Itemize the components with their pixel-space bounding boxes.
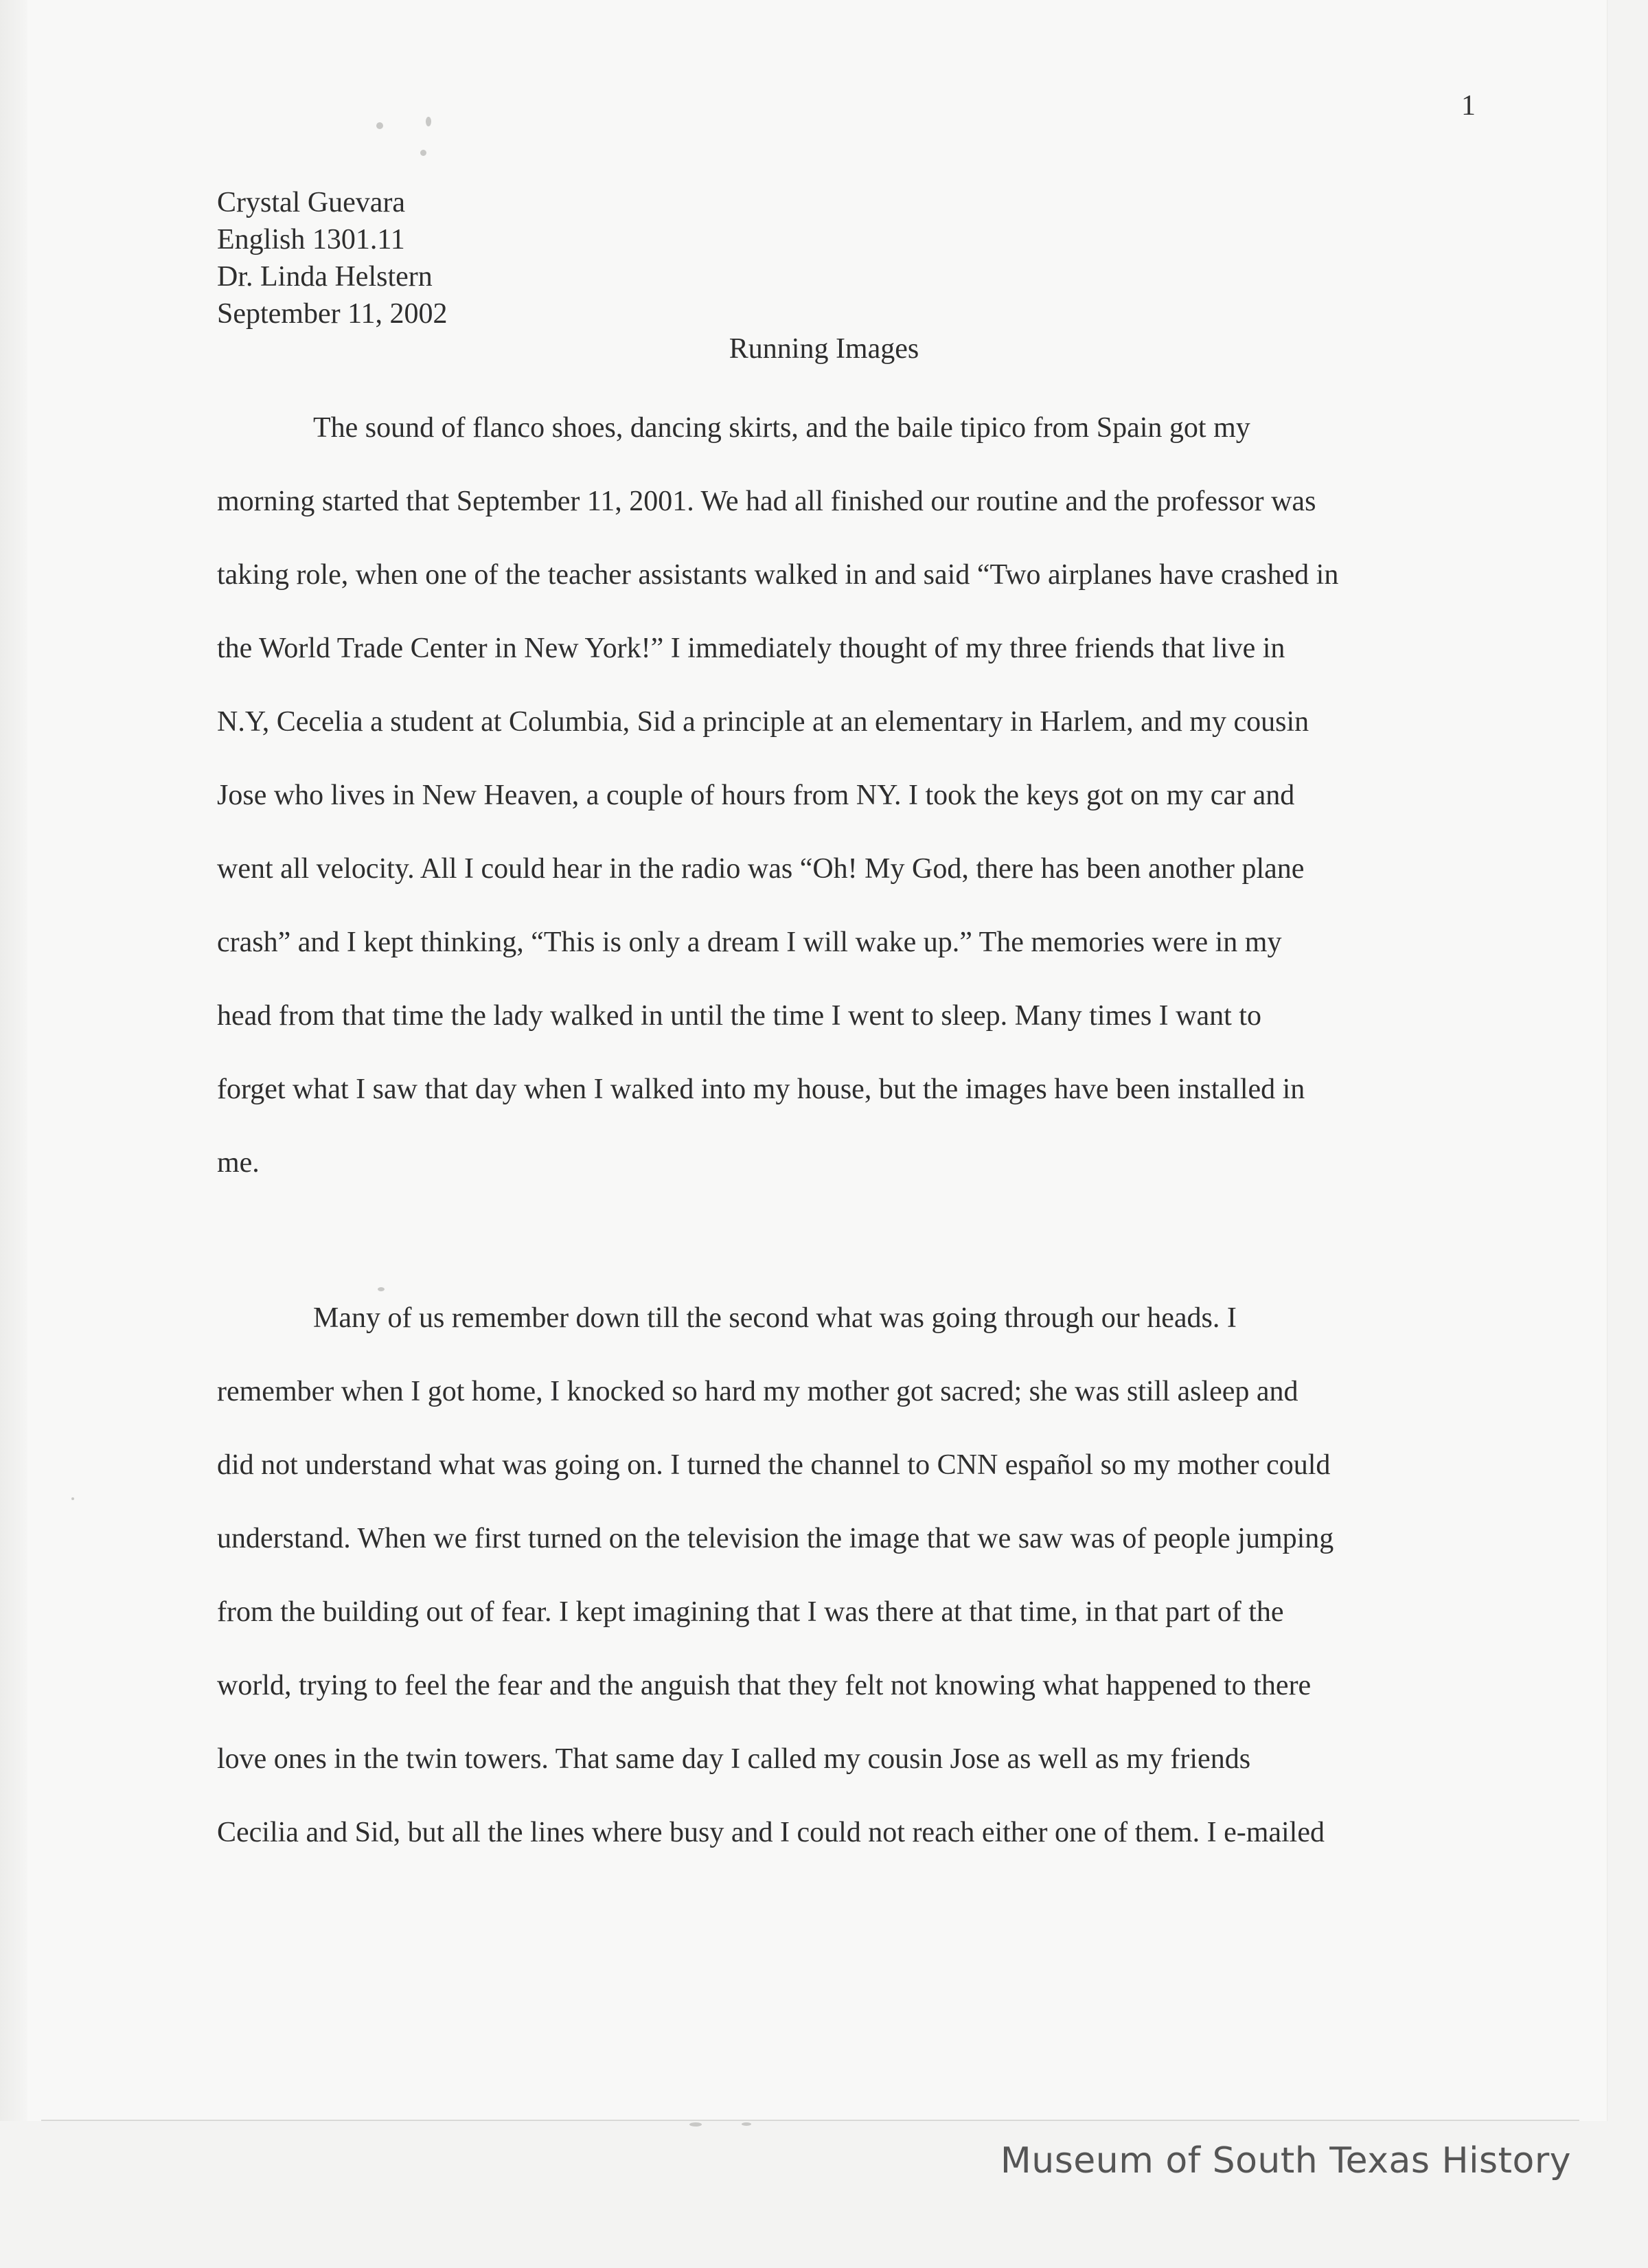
- scan-speck: [742, 2122, 751, 2126]
- scan-speck: [420, 150, 426, 156]
- scan-edge: [0, 0, 30, 2121]
- document-date: September 11, 2002: [217, 298, 448, 330]
- paragraph-line: went all velocity. All I could hear in the radio was “Oh! My God, there has been another plane: [217, 853, 1305, 885]
- author-name: Crystal Guevara: [217, 187, 406, 218]
- paragraph-line: morning started that September 11, 2001. We had all finished our routine and the professor was: [217, 486, 1316, 517]
- scan-speck: [426, 117, 431, 126]
- scan-speck: [376, 122, 383, 129]
- paragraph-line: Cecilia and Sid, but all the lines where busy and I could not reach either one of them. I e-mailed: [217, 1817, 1325, 1848]
- paragraph-line: head from that time the lady walked in until the time I went to sleep. Many times I want to: [217, 1000, 1261, 1032]
- paragraph-2: [217, 1282, 1480, 1870]
- scan-speck: [689, 2122, 702, 2127]
- page-bottom-edge: [41, 2120, 1579, 2121]
- instructor-name: Dr. Linda Helstern: [217, 261, 433, 293]
- document-header: [217, 184, 448, 332]
- paragraph-line: the World Trade Center in New York!” I immediately thought of my three friends that live in: [217, 633, 1285, 664]
- course-code: English 1301.11: [217, 224, 405, 256]
- museum-watermark: Museum of South Texas History: [1000, 2140, 1571, 2181]
- paragraph-line: understand. When we first turned on the television the image that we saw was of people jumping: [217, 1523, 1334, 1554]
- paragraph-line: love ones in the twin towers. That same day I called my cousin Jose as well as my friends: [217, 1743, 1251, 1775]
- document-title: Running Images: [729, 333, 919, 365]
- paragraph-line: from the building out of fear. I kept imagining that I was there at that time, in that part of the: [217, 1596, 1284, 1628]
- paragraph-line: N.Y, Cecelia a student at Columbia, Sid a principle at an elementary in Harlem, and my cousin: [217, 706, 1309, 738]
- paragraph-1: [217, 392, 1480, 1200]
- paragraph-line: did not understand what was going on. I turned the channel to CNN español so my mother could: [217, 1449, 1331, 1481]
- paragraph-line: forget what I saw that day when I walked into my house, but the images have been installed in: [217, 1074, 1305, 1105]
- scan-speck: [71, 1497, 74, 1500]
- paragraph-line: taking role, when one of the teacher assistants walked in and said “Two airplanes have crashed in: [217, 559, 1339, 591]
- paragraph-line: me.: [217, 1147, 260, 1179]
- paragraph-line: crash” and I kept thinking, “This is only a dream I will wake up.” The memories were in my: [217, 927, 1282, 958]
- paragraph-line: world, trying to feel the fear and the anguish that they felt not knowing what happened to there: [217, 1670, 1312, 1701]
- page-number: 1: [1461, 90, 1476, 122]
- paragraph-line: The sound of flanco shoes, dancing skirts, and the baile tipico from Spain got my: [313, 412, 1250, 444]
- paragraph-line: remember when I got home, I knocked so hard my mother got sacred; she was still asleep and: [217, 1376, 1298, 1407]
- paragraph-line: Many of us remember down till the second what was going through our heads. I: [313, 1302, 1237, 1334]
- paragraph-line: Jose who lives in New Heaven, a couple of hours from NY. I took the keys got on my car and: [217, 780, 1295, 811]
